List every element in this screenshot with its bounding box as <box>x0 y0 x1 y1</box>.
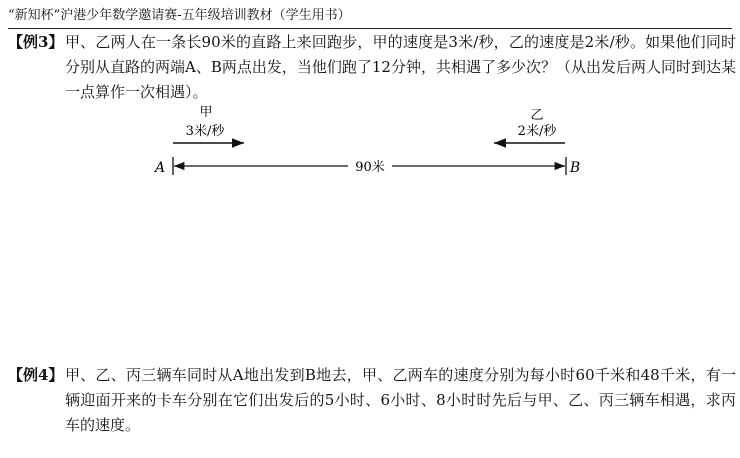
problem-text: 甲、乙两人在一条长90米的直路上来回跑步，甲的速度是3米/秒，乙的速度是2米/秒。如果他们同时分别从直路的两端A、B两点出发，当他们跑了12分钟，共相遇了多少次？（从出发后两人同时到达某一点算作一次相遇）。 <box>65 33 736 101</box>
point-b-label: B <box>569 160 581 176</box>
distance-label: 90米 <box>355 160 385 175</box>
right-person-label: 乙 <box>530 108 544 123</box>
problem-example-4 <box>8 363 736 438</box>
header-title: “新知杯”沪港少年数学邀请赛-五年级培训教材（学生用书） <box>8 8 351 23</box>
problem-tag: 【例4】 <box>8 366 64 384</box>
motion-diagram <box>150 100 590 185</box>
problem-text: 甲、乙、丙三辆车同时从A地出发到B地去，甲、乙两车的速度分别为每小时60千米和48千米，有一辆迎面开来的卡车分别在它们出发后的5小时、6小时、8小时时先后与甲、乙、丙三辆车相遇，求丙车的速度。 <box>65 366 736 434</box>
problem-tag: 【例3】 <box>8 33 64 51</box>
left-person-label: 甲 <box>199 105 213 120</box>
point-a-label: A <box>154 160 166 176</box>
diagram-svg <box>150 100 590 185</box>
right-speed-label: 2米/秒 <box>517 124 557 139</box>
page-header <box>8 6 732 29</box>
problem-example-3 <box>8 30 736 105</box>
left-speed-label: 3米/秒 <box>185 124 225 139</box>
